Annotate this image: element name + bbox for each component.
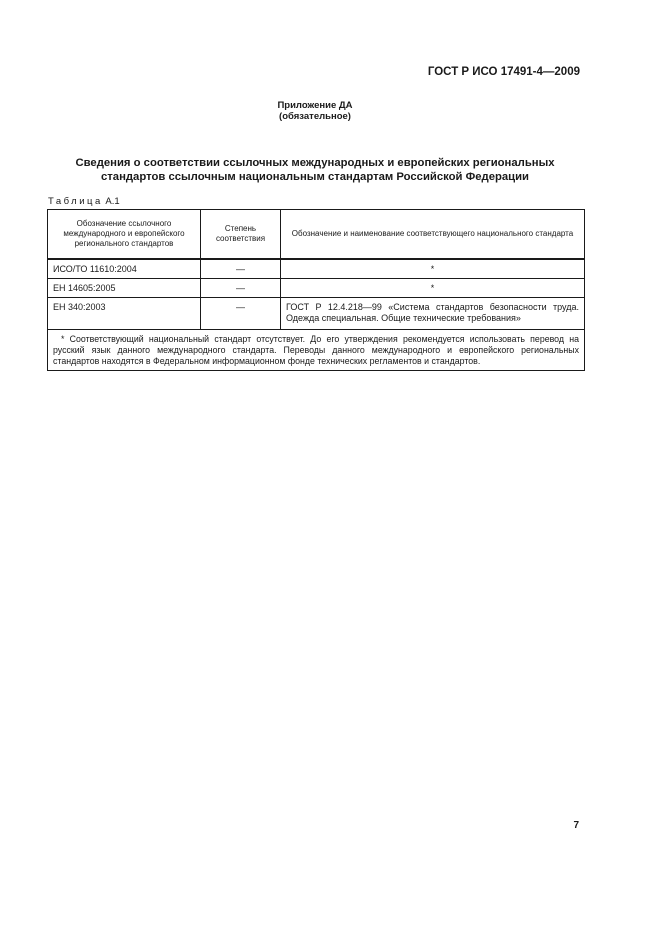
table-row <box>48 279 585 298</box>
appendix-title: Приложение ДА <box>277 100 353 111</box>
cell-degree: — <box>201 279 281 298</box>
appendix-heading <box>0 100 630 122</box>
column-header-national: Обозначение и наименование соответствующего национального стандарта <box>281 210 585 260</box>
table-footnote-row <box>48 330 585 371</box>
table-row <box>48 298 585 330</box>
cell-reference: ИСО/ТО 11610:2004 <box>48 259 201 279</box>
table-label-number: А.1 <box>105 196 120 207</box>
table-row <box>48 259 585 279</box>
section-title <box>60 156 570 184</box>
appendix-status: (обязательное) <box>279 111 351 122</box>
cell-national: * <box>281 279 585 298</box>
table-label-word: Таблица <box>48 196 103 207</box>
cell-degree: — <box>201 298 281 330</box>
cell-national: * <box>281 259 585 279</box>
reference-standards-table <box>47 209 585 371</box>
column-header-reference: Обозначение ссылочного международного и европейского регионального стандартов <box>48 210 201 260</box>
section-title-line-2: стандартов ссылочным национальным стандартам Российской Федерации <box>100 171 530 183</box>
cell-reference: ЕН 340:2003 <box>48 298 201 330</box>
table-label <box>48 196 120 207</box>
column-header-degree: Степень соответствия <box>201 210 281 260</box>
document-code: ГОСТ Р ИСО 17491-4—2009 <box>427 66 580 78</box>
cell-reference: ЕН 14605:2005 <box>48 279 201 298</box>
table-header-row <box>48 210 585 260</box>
cell-national: ГОСТ Р 12.4.218—99 «Система стандартов безопасности труда. Одежда специальная. Общие технические требования» <box>281 298 585 330</box>
table-footnote: * Соответствующий национальный стандарт отсутствует. До его утверждения рекомендуется использовать перевод на русский язык данного международного стандарта. Переводы данного международного и европейского региональных стандартов находятся в Федеральном информационном фонде технических регламентов и стандартов. <box>48 330 585 371</box>
cell-degree: — <box>201 259 281 279</box>
page-number: 7 <box>573 820 579 831</box>
section-title-line-1: Сведения о соответствии ссылочных международных и европейских региональных <box>75 157 555 169</box>
